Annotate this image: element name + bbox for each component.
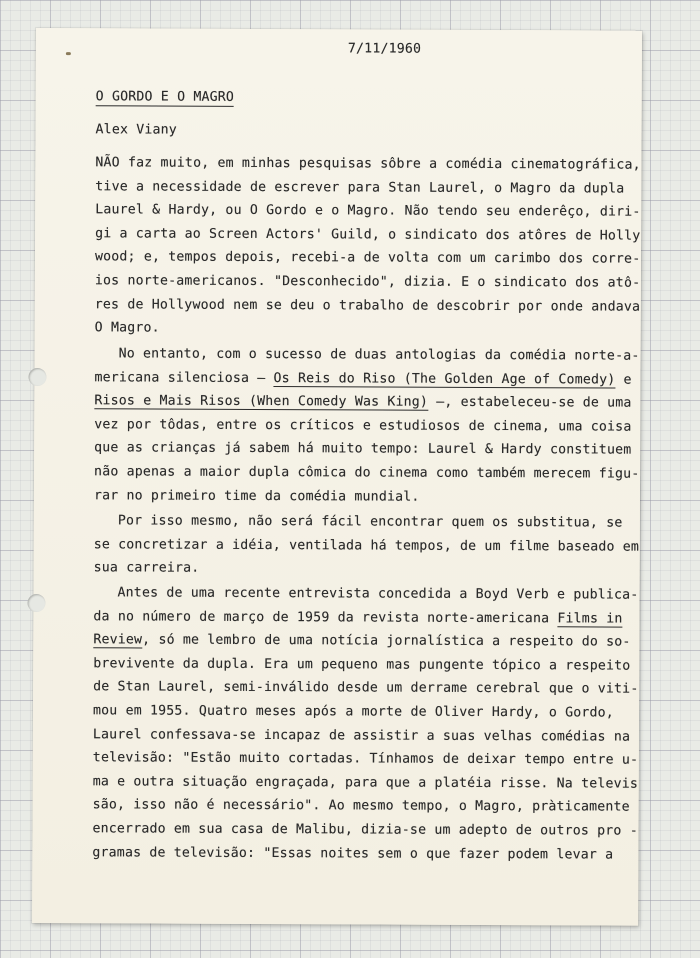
text-line: mou em 1955. Quatro meses após a morte de Oliver Hardy, o Gordo,: [92, 703, 614, 721]
text-line: gramas de televisão: "Essas noites sem o que fazer podem levar a: [92, 844, 614, 863]
text-line: NÃO faz muito, em minhas pesquisas sôbre a comédia cinematográfica,: [95, 155, 641, 173]
text-fragment: e: [615, 372, 632, 388]
text-fragment: —, estabeleceu-se de uma: [428, 394, 632, 411]
text-line: [93, 628, 631, 654]
text-line: wood; e, tempos depois, recebi-a de volta com um carimbo dos corre-: [94, 249, 641, 268]
text-line: O Magro.: [94, 320, 160, 336]
magazine-title: Films in: [557, 610, 623, 627]
text-line: televisão: "Estão muito cortadas. Tínhamos de deixar tempo entre u-: [92, 750, 639, 768]
text-line: sua carreira.: [93, 560, 200, 576]
text-line: de Stan Laurel, semi-inválido desde um derrame cerebral que o viti-: [93, 679, 639, 698]
film-title: Risos e Mais Risos (When Comedy Was King): [94, 393, 429, 410]
text-line: ma e outra situação engraçada, para que a platéia risse. Na televis: [92, 774, 639, 792]
text-line: rar no primeiro time da comédia mundial.: [93, 487, 420, 505]
page-title: O GORDO E O MAGRO: [95, 89, 235, 105]
text-line: que as crianças já sabem há muito tempo: Laurel & Hardy constituem: [94, 440, 632, 458]
typewritten-page: [32, 28, 642, 926]
pin-mark: [66, 52, 71, 55]
text-line: No entanto, com o sucesso de duas antologias da comédia norte-a-: [118, 346, 640, 364]
paragraph-3: [93, 509, 640, 582]
text-line: se concretizar a idéia, ventilada há tempos, de um filme baseado em: [93, 536, 640, 555]
text-line: Laurel & Hardy, ou O Gordo e o Magro. Não tendo seu enderêço, diri-: [95, 202, 641, 220]
text-fragment: da no número de março de 1959 da revista norte-americana: [93, 608, 558, 626]
document-date: 7/11/1960: [347, 41, 422, 57]
punch-hole-lower: [27, 594, 45, 612]
text-fragment: , só me lembro de uma notícia jornalística a respeito do so-: [142, 632, 631, 650]
text-line: Por isso mesmo, não será fácil encontrar quem os substitua, se: [117, 513, 623, 531]
text-line: Antes de uma recente entrevista concedida a Boyd Verb e publica-: [117, 585, 639, 603]
paragraph-2: [93, 342, 640, 509]
text-line: não apenas a maior dupla cômica do cinema como também merecem figu-: [94, 464, 640, 482]
text-line: são, isso não é necessário". Ao mesmo tempo, o Magro, pràticamente: [92, 797, 630, 815]
text-line: [93, 605, 623, 631]
text-line: [94, 366, 632, 392]
text-line: gi a carta ao Screen Actors' Guild, o sindicato dos atôres de Holly: [95, 226, 641, 244]
text-line: [94, 389, 632, 415]
text-line: tive a necessidade de escrever para Stan Laurel, o Magro da dupla: [95, 178, 625, 197]
film-title: Os Reis do Riso (The Golden Age of Comedy): [273, 370, 616, 388]
paragraph-4: [92, 581, 639, 866]
text-line: ios norte-americanos. "Desconhecido", dizia. E o sindicato dos atô-: [94, 273, 641, 291]
text-line: encerrado em sua casa de Malibu, dizia-se um adepto de outros pro -: [92, 821, 638, 839]
text-line: res de Hollywood nem se deu o trabalho de descobrir por onde andava: [94, 296, 641, 315]
punch-hole-upper: [28, 368, 46, 386]
text-line: Laurel confessava-se incapaz de assistir a suas velhas comédias na: [92, 726, 631, 745]
text-line: brevivente da dupla. Era um pequeno mas pungente tópico a respeito: [93, 656, 631, 674]
text-fragment: mericana silenciosa —: [94, 369, 274, 386]
magazine-title: Review: [93, 632, 143, 648]
text-line: vez por tôdas, entre os críticos e estudiosos de cinema, uma coisa: [94, 417, 632, 435]
author-name: Alex Viany: [95, 122, 177, 138]
paragraph-1: [94, 151, 641, 342]
